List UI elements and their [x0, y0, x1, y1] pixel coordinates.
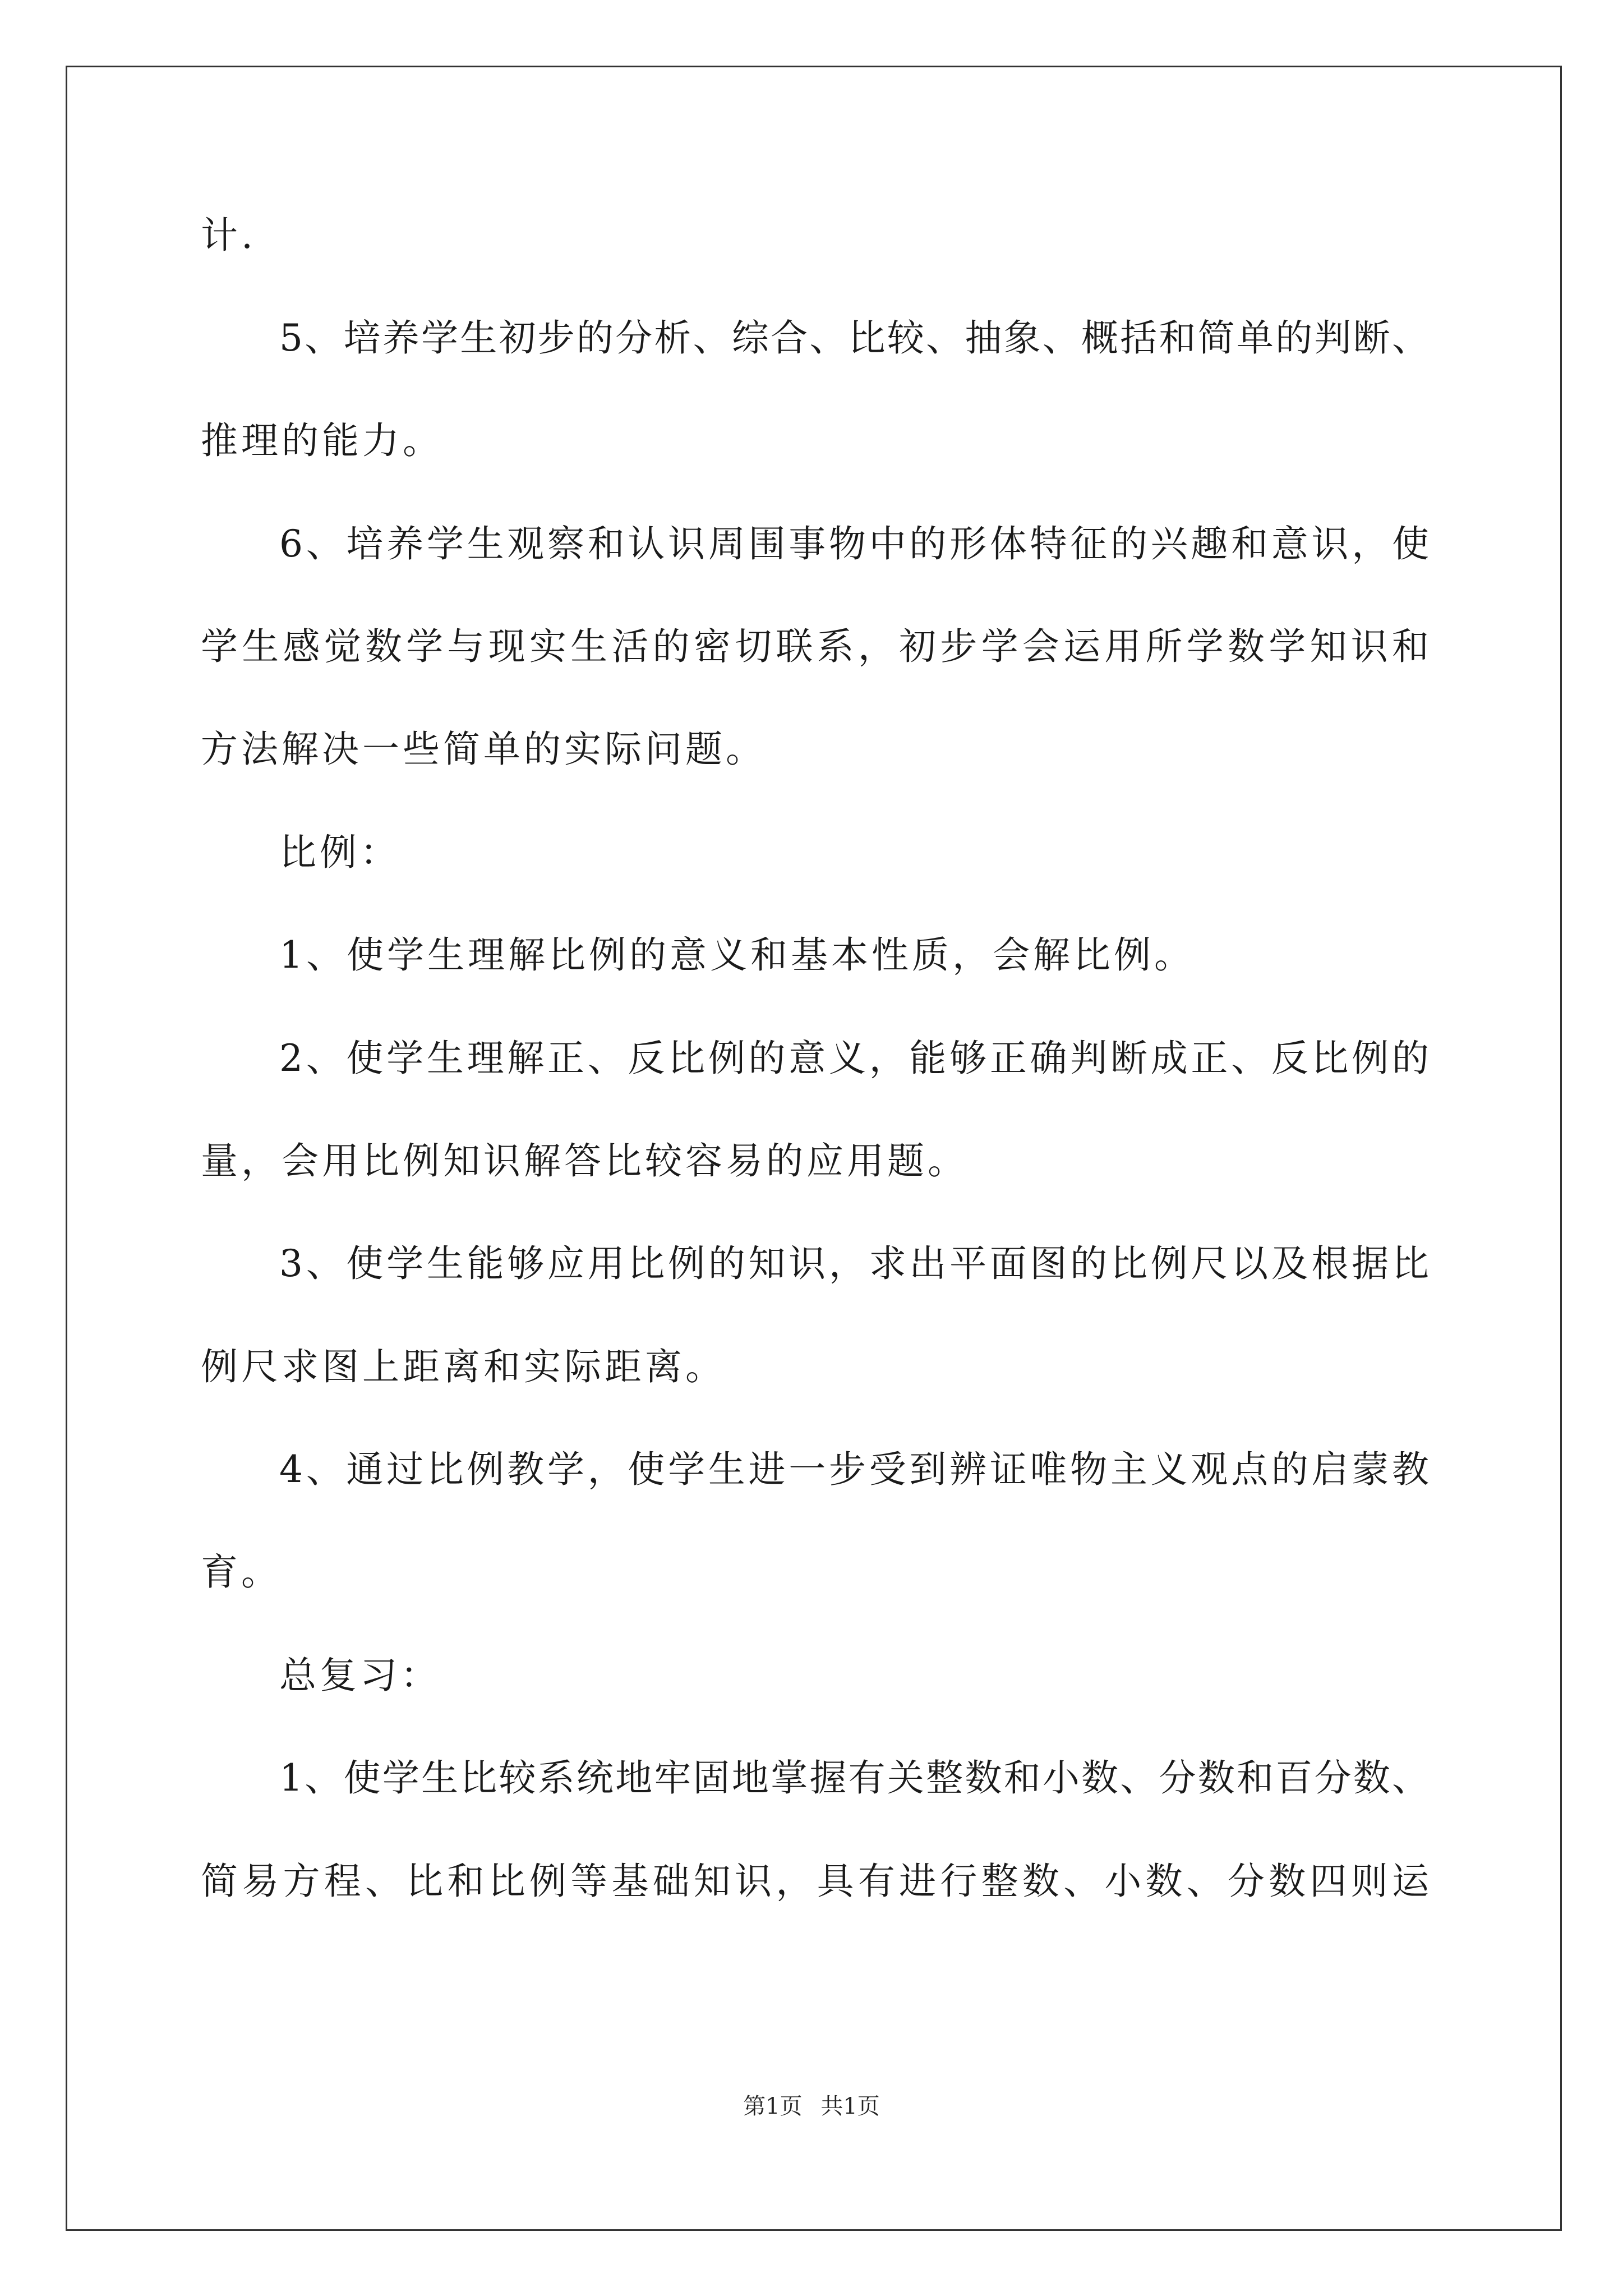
text-line: 1、使学生理解比例的意义和基本性质，会解比例。	[279, 933, 1195, 977]
page-total: 共1页	[820, 2093, 880, 2119]
text-line: 2、使学生理解正、反比例的意义，能够正确判断成正、反比例的	[279, 1037, 1429, 1080]
text-line: 5、培养学生初步的分析、综合、比较、抽象、概括和简单的判断、	[279, 316, 1429, 360]
page-number: 第1页	[743, 2093, 803, 2119]
text-line: 简易方程、比和比例等基础知识，具有进行整数、小数、分数四则运	[201, 1860, 1429, 1903]
text-line: 方法解决一些简单的实际问题。	[201, 728, 766, 771]
section-heading: 比例：	[279, 831, 400, 874]
text-line: 4、通过比例教学，使学生进一步受到辨证唯物主义观点的启蒙教	[279, 1448, 1429, 1491]
text-line: 量，会用比例知识解答比较容易的应用题。	[201, 1139, 968, 1182]
text-line: 学生感觉数学与现实生活的密切联系，初步学会运用所学数学知识和	[201, 625, 1429, 668]
text-line: 3、使学生能够应用比例的知识，求出平面图的比例尺以及根据比	[279, 1242, 1429, 1285]
text-line: 推理的能力。	[201, 419, 443, 462]
text-line: 计.	[201, 214, 256, 257]
text-line: 6、培养学生观察和认识周围事物中的形体特征的兴趣和意识，使	[279, 522, 1429, 565]
section-heading: 总复习：	[279, 1654, 441, 1697]
text-line: 育。	[201, 1550, 282, 1594]
text-line: 1、使学生比较系统地牢固地掌握有关整数和小数、分数和百分数、	[279, 1756, 1429, 1800]
text-line: 例尺求图上距离和实际距离。	[201, 1345, 726, 1388]
page-footer	[0, 2092, 1623, 2120]
